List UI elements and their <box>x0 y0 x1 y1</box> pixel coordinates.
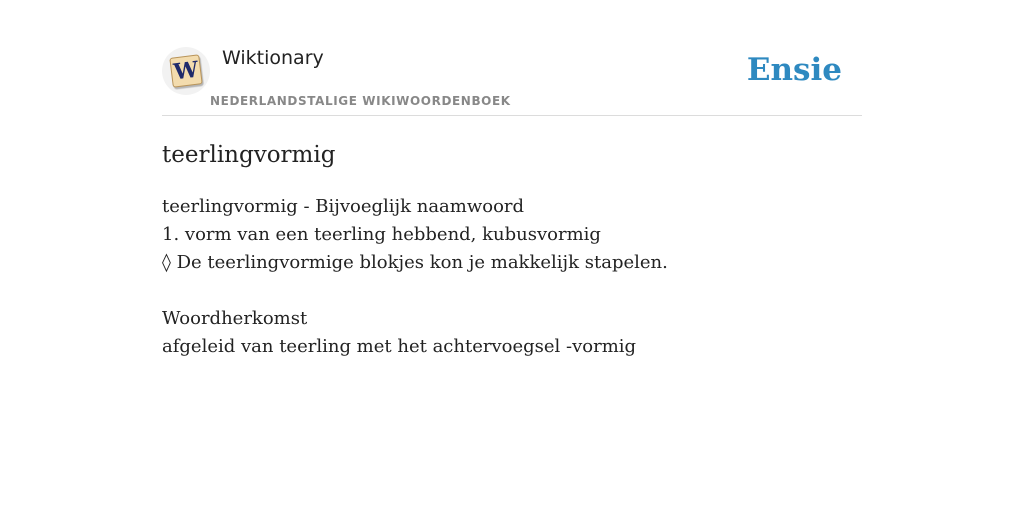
etymology-text: afgeleid van teerling met het achtervoegsel -vormig <box>162 336 637 357</box>
entry-body <box>162 193 668 361</box>
example-line: ◊ De teerlingvormige blokjes kon je makkelijk stapelen. <box>162 252 668 273</box>
site-name[interactable]: Wiktionary <box>222 47 324 69</box>
page-title: teerlingvormig <box>162 142 336 168</box>
site-header <box>162 0 862 116</box>
site-subtitle: NEDERLANDSTALIGE WIKIWOORDENBOEK <box>210 94 511 108</box>
definition-line: 1. vorm van een teerling hebbend, kubusvormig <box>162 224 601 245</box>
page-container <box>162 0 862 357</box>
spacer <box>162 277 668 305</box>
etymology-heading: Woordherkomst <box>162 308 308 329</box>
ensie-brand-link[interactable]: Ensie <box>746 52 842 88</box>
wiktionary-logo[interactable] <box>162 47 210 95</box>
scrabble-tile-icon <box>169 54 202 87</box>
logo-letter: W <box>172 56 200 86</box>
part-of-speech-line: teerlingvormig - Bijvoeglijk naamwoord <box>162 196 525 217</box>
